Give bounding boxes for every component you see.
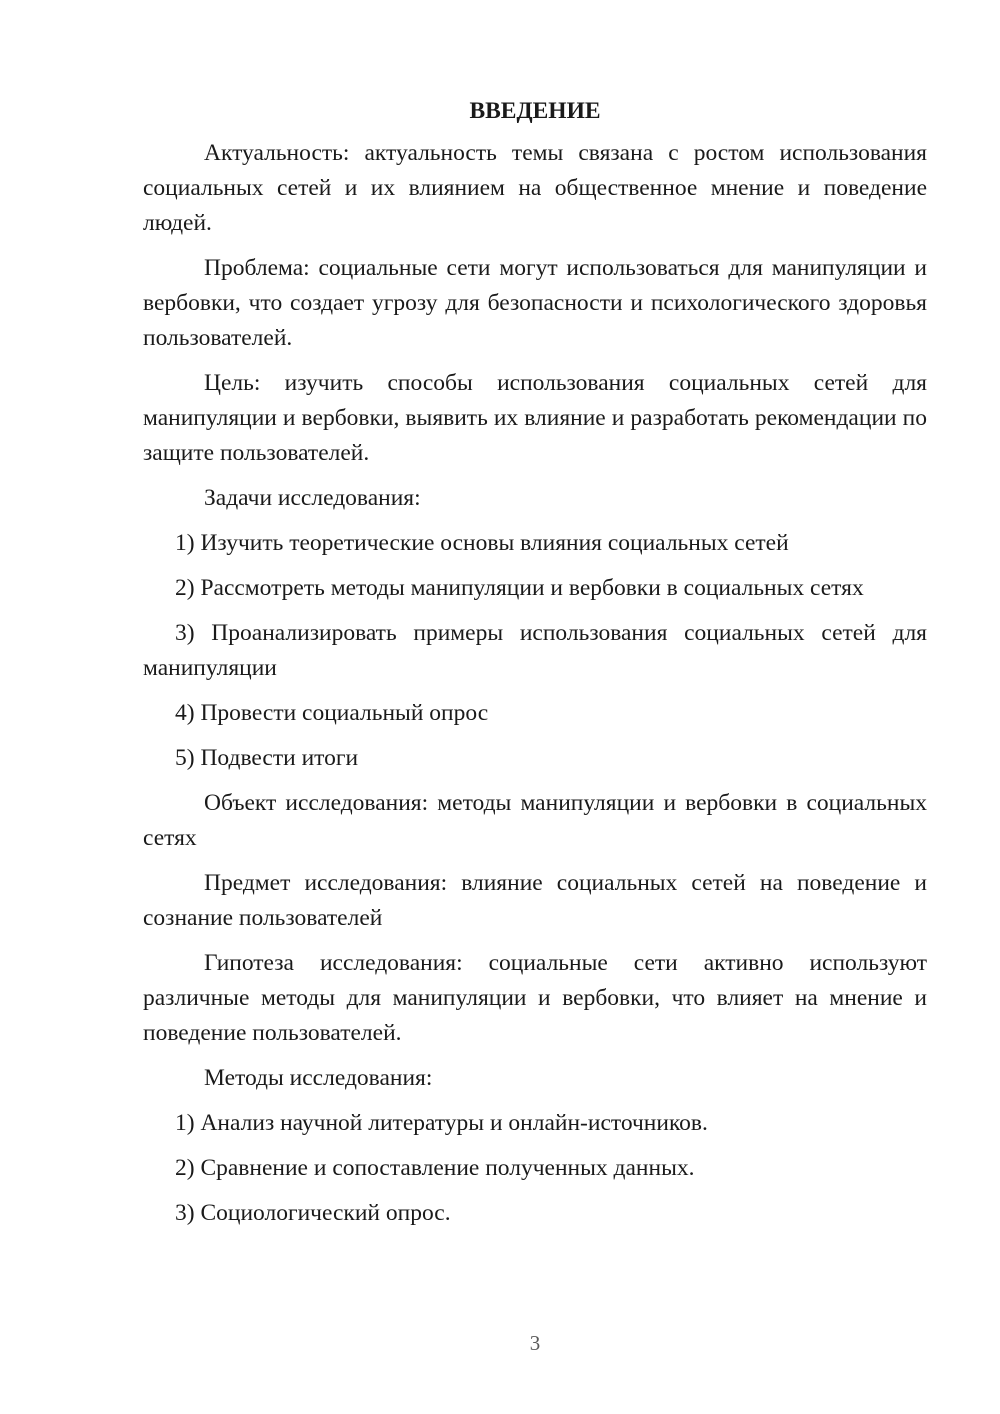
paragraph-problem: Проблема: социальные сети могут использоваться для манипуляции и вербовки, что создает угрозу для безопасности и психологического здоровья пользователей. <box>143 255 927 351</box>
task-item-3: 3) Проанализировать примеры использования социальных сетей для манипуляции <box>143 620 927 681</box>
method-item-2: 2) Сравнение и сопоставление полученных данных. <box>175 1155 695 1181</box>
paragraph-hypothesis: Гипотеза исследования: социальные сети активно используют различные методы для манипуляции и вербовки, что влияет на мнение и поведение пользователей. <box>143 950 927 1046</box>
task-item-2: 2) Рассмотреть методы манипуляции и вербовки в социальных сетях <box>175 575 864 601</box>
task-item-1: 1) Изучить теоретические основы влияния социальных сетей <box>175 530 789 556</box>
section-title: ВВЕДЕНИЕ <box>469 98 601 124</box>
task-item-5: 5) Подвести итоги <box>175 745 359 771</box>
paragraph-object: Объект исследования: методы манипуляции и вербовки в социальных сетях <box>143 790 927 851</box>
page-number: 3 <box>529 1331 541 1355</box>
paragraph-relevance: Актуальность: актуальность темы связана с ростом использования социальных сетей и их влиянием на общественное мнение и поведение людей. <box>143 140 927 236</box>
paragraph-tasks-heading: Задачи исследования: <box>204 485 421 511</box>
method-item-3: 3) Социологический опрос. <box>175 1200 451 1226</box>
method-item-1: 1) Анализ научной литературы и онлайн-источников. <box>175 1110 708 1136</box>
paragraph-subject: Предмет исследования: влияние социальных сетей на поведение и сознание пользователей <box>143 870 927 931</box>
task-item-4: 4) Провести социальный опрос <box>175 700 489 726</box>
paragraph-methods-heading: Методы исследования: <box>204 1065 433 1091</box>
paragraph-goal: Цель: изучить способы использования социальных сетей для манипуляции и вербовки, выявить их влияние и разработать рекомендации по защите пользователей. <box>143 370 927 466</box>
page-content <box>143 96 927 1241</box>
